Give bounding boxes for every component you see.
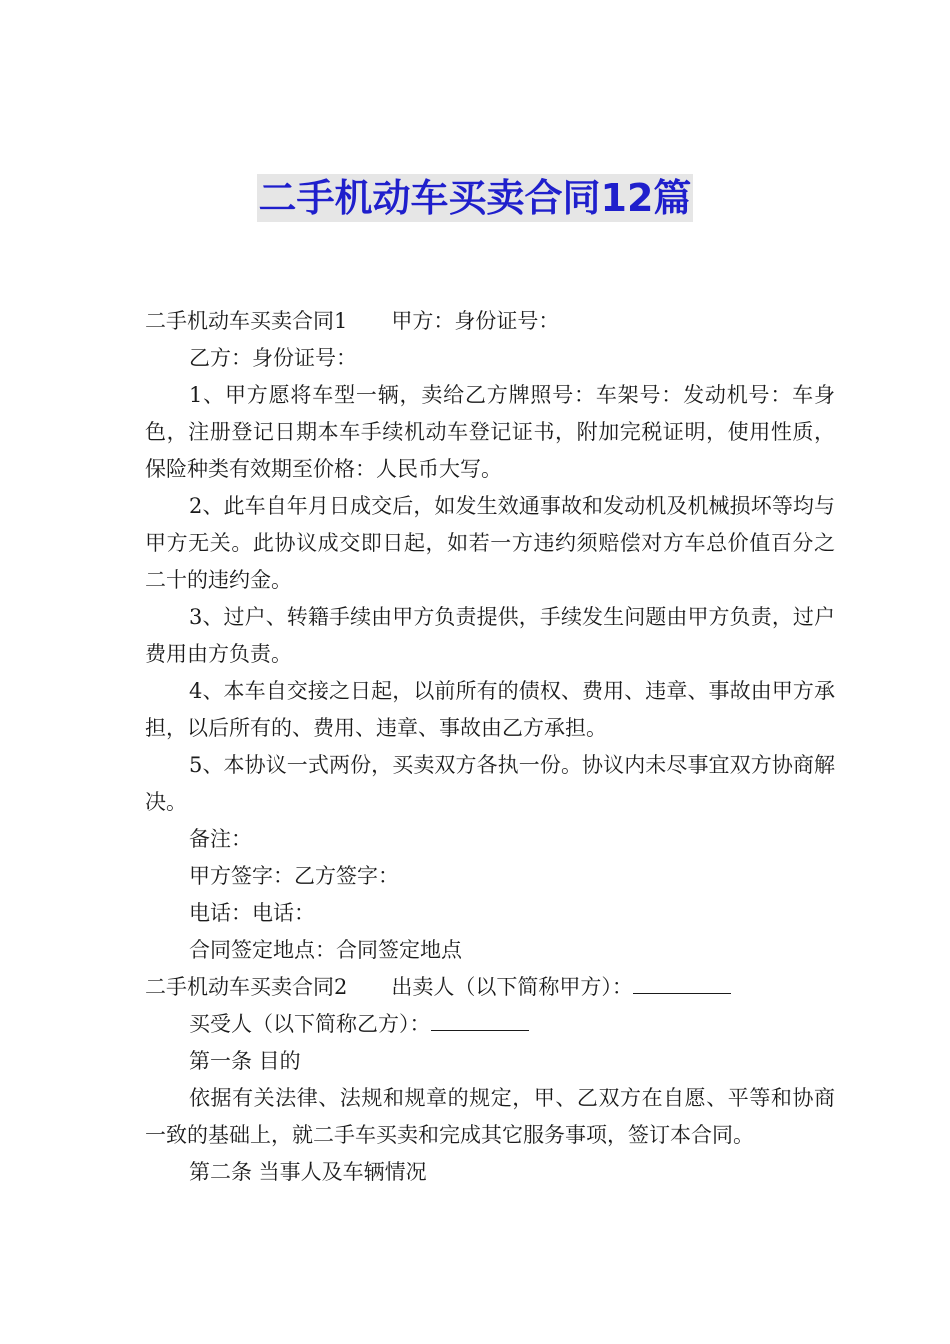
contract2-article-1-text: 依据有关法律、法规和规章的规定，甲、乙双方在自愿、平等和协商一致的基础上，就二手车买卖和完成其它服务事项，签订本合同。 [145,1086,835,1147]
contract1-clause-1: 1、甲方愿将车型一辆，卖给乙方牌照号：车架号：发动机号：车身色，注册登记日期本车手续机动车登记证书，附加完税证明，使用性质，保险种类有效期至价格：人民币大写。 [145,383,835,481]
contract2-buyer: 买受人（以下简称乙方）： [189,1012,431,1036]
document-title: 二手机动车买卖合同12篇 [258,176,692,220]
contract2-seller: 出卖人（以下简称甲方）： [391,975,633,999]
contract1-party-a: 甲方：身份证号： [391,309,560,333]
seller-blank-line [633,971,731,994]
contract2-article-1-title: 第一条 目的 [189,1049,301,1073]
contract1-clause-3: 3、过户、转籍手续由甲方负责提供，手续发生问题由甲方负责，过户费用由方负责。 [145,605,835,666]
contract1-place: 合同签定地点：合同签定地点 [189,938,462,962]
contract1-remark: 备注： [189,827,252,851]
contract1-clause-4: 4、本车自交接之日起，以前所有的债权、费用、违章、事故由甲方承担，以后所有的、费用、违章、事故由乙方承担。 [145,679,835,740]
contract2-article-2-title: 第二条 当事人及车辆情况 [189,1160,427,1184]
contract1-signatures: 甲方签字：乙方签字： [189,864,399,888]
contract1-heading-line [145,303,835,340]
contract1-heading: 二手机动车买卖合同1 [145,309,348,333]
title-block [0,174,950,222]
contract2-heading: 二手机动车买卖合同2 [145,975,348,999]
contract1-party-b: 乙方：身份证号： [189,346,357,370]
document-body [145,303,835,1191]
contract1-clause-5: 5、本协议一式两份，买卖双方各执一份。协议内未尽事宜双方协商解决。 [145,753,835,814]
buyer-blank-line [431,1008,529,1031]
contract1-phones: 电话：电话： [189,901,315,925]
contract1-clause-2: 2、此车自年月日成交后，如发生效通事故和发动机及机械损坏等均与甲方无关。此协议成交即日起，如若一方违约须赔偿对方车总价值百分之二十的违约金。 [145,494,835,592]
contract2-buyer-line [145,1006,835,1043]
contract2-heading-line [145,969,835,1006]
